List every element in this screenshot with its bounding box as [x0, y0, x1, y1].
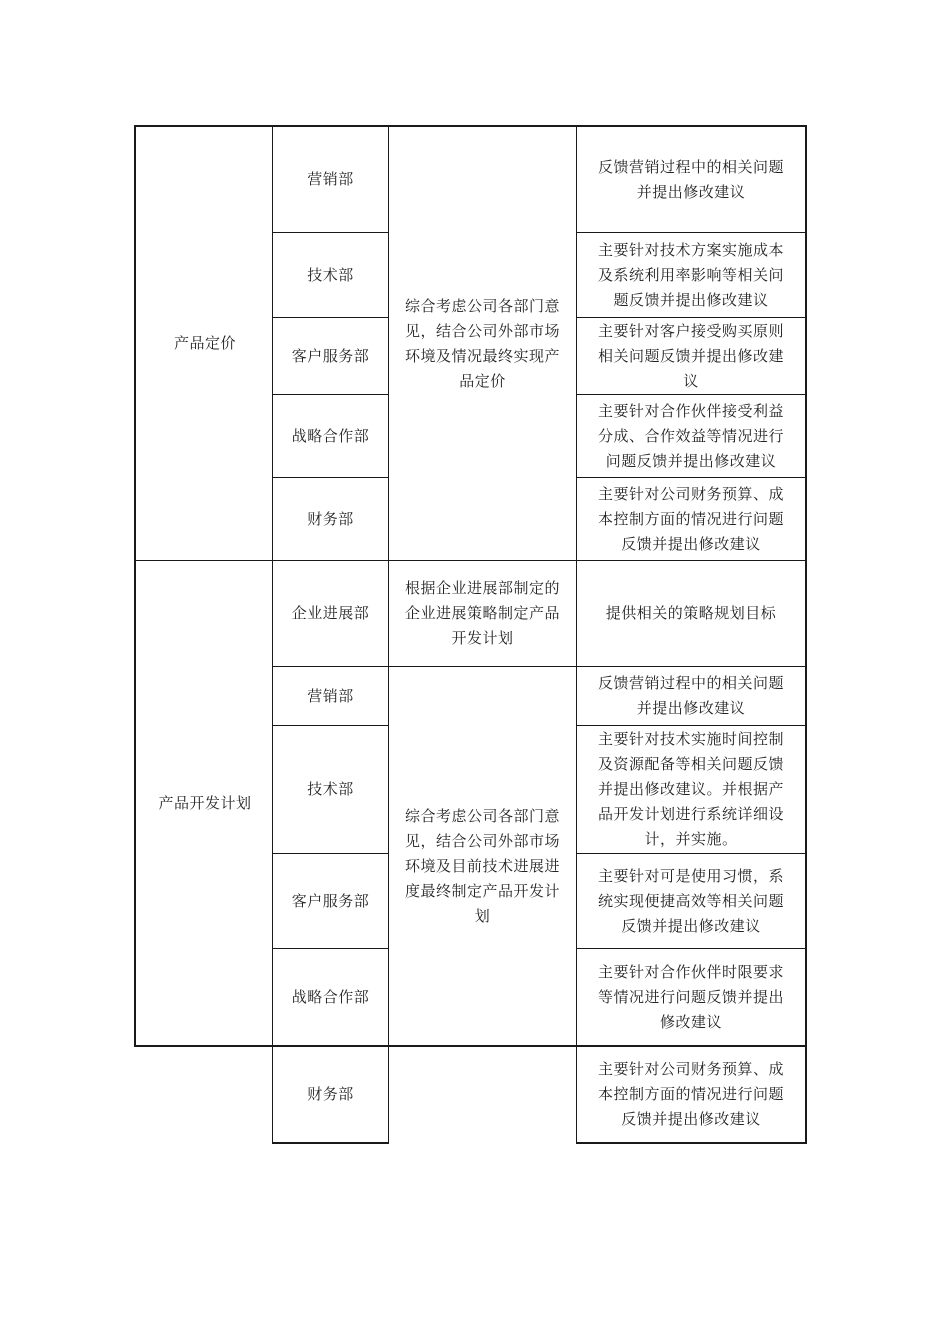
- action-cell-pricing: [388, 125, 577, 561]
- action-cell-strategy: [388, 560, 577, 667]
- action-text: 综合考虑公司各部门意 见，结合公司外部市场 环境及目前技术进展进 度最终制定产品开发计 划: [404, 806, 560, 925]
- feedback-text: 主要针对客户接受购买原则 相关问题反馈并提出修改建 议: [597, 321, 784, 390]
- category-cell-product-dev-plan: [134, 560, 274, 1047]
- department-cell: [272, 1046, 389, 1144]
- feedback-text: 主要针对技术方案实施成本 及系统利用率影响等相关问 题反馈并提出修改建议: [597, 240, 784, 309]
- department-label: 客户服务部: [291, 346, 370, 365]
- feedback-cell: [576, 725, 807, 854]
- feedback-cell: [576, 666, 807, 726]
- feedback-cell: [576, 560, 807, 667]
- feedback-text: 主要针对合作伙伴时限要求 等情况进行问题反馈并提出 修改建议: [597, 962, 784, 1031]
- department-label: 营销部: [307, 170, 354, 188]
- feedback-text: 反馈营销过程中的相关问题 并提出修改建议: [597, 674, 784, 717]
- department-cell: [272, 853, 389, 949]
- department-label: 技术部: [307, 780, 354, 798]
- feedback-text: 反馈营销过程中的相关问题 并提出修改建议: [597, 157, 784, 201]
- feedback-cell: [576, 1046, 807, 1144]
- category-cell-product-pricing: [134, 125, 274, 561]
- feedback-cell: [576, 232, 807, 318]
- feedback-text: 主要针对技术实施时间控制 及资源配备等相关问题反馈 并提出修改建议。并根据产 品开发计划进行系统详细设 计，并实施。: [597, 730, 784, 848]
- department-label: 战略合作部: [291, 426, 370, 445]
- department-label: 技术部: [307, 265, 354, 284]
- feedback-text: 主要针对公司财务预算、成 本控制方面的情况进行问题 反馈并提出修改建议: [597, 484, 784, 553]
- feedback-cell: [576, 853, 807, 949]
- department-label: 企业进展部: [291, 604, 370, 622]
- feedback-cell: [576, 948, 807, 1047]
- department-cell: [272, 560, 389, 667]
- action-text: 综合考虑公司各部门意 见，结合公司外部市场 环境及情况最终实现产 品定价: [404, 296, 560, 390]
- feedback-text: 主要针对可是使用习惯，系 统实现便捷高效等相关问题 反馈并提出修改建议: [597, 866, 784, 935]
- department-cell: [272, 948, 389, 1047]
- department-cell: [272, 666, 389, 726]
- feedback-text: 提供相关的策略规划目标: [605, 604, 777, 622]
- department-cell: [272, 232, 389, 318]
- department-label: 客户服务部: [291, 891, 370, 910]
- department-label: 营销部: [307, 686, 354, 705]
- feedback-text: 主要针对公司财务预算、成 本控制方面的情况进行问题 反馈并提出修改建议: [597, 1060, 784, 1128]
- department-cell: [272, 394, 389, 478]
- feedback-cell: [576, 477, 807, 561]
- action-text: 根据企业进展部制定的 企业进展策略制定产品 开发计划: [404, 579, 560, 647]
- feedback-cell: [576, 317, 807, 395]
- feedback-cell: [576, 125, 807, 233]
- feedback-cell: [576, 394, 807, 478]
- category-label: 产品开发计划: [158, 793, 252, 812]
- category-label: 产品定价: [173, 334, 236, 352]
- department-cell: [272, 477, 389, 561]
- department-label: 财务部: [307, 1085, 354, 1103]
- department-label: 战略合作部: [291, 987, 370, 1006]
- department-label: 财务部: [307, 509, 354, 528]
- department-cell: [272, 317, 389, 395]
- action-cell-dev-plan: [388, 666, 577, 1047]
- feedback-text: 主要针对合作伙伴接受利益 分成、合作效益等情况进行 问题反馈并提出修改建议: [597, 401, 784, 470]
- department-cell: [272, 125, 389, 233]
- department-cell: [272, 725, 389, 854]
